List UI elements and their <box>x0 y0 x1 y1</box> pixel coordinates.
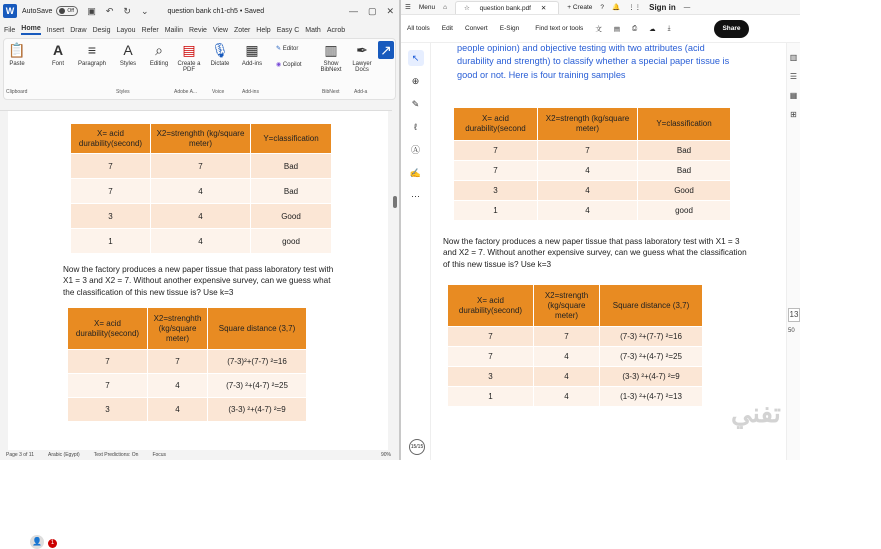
apps-icon[interactable]: ⋮⋮ <box>628 4 642 11</box>
word-table-1 <box>70 123 332 254</box>
pdf-blue-paragraph: people opinion) and objective testing with two attributes (acid durability and strength) to classify whether a special paper tissue is good or not. Here is four training samples <box>457 43 730 80</box>
cloud-icon[interactable]: ☁ <box>649 25 656 33</box>
menu-design[interactable]: Desig <box>92 26 111 34</box>
table-cell: 7 <box>454 141 538 161</box>
table-cell: 7 <box>68 350 148 374</box>
word-table-2 <box>67 307 307 422</box>
styles-button[interactable]: A Styles <box>116 41 140 67</box>
table-header: X= acid durability(second <box>454 108 538 141</box>
table-cell: 4 <box>534 367 600 387</box>
create-pdf-button[interactable]: ▤ Create a PDF <box>177 42 201 73</box>
table-cell: Bad <box>638 141 731 161</box>
table-header: X2=strenghth (kg/square meter) <box>148 308 208 350</box>
translate-icon[interactable]: 文 <box>595 26 602 33</box>
page-icon[interactable]: ▤ <box>613 25 620 33</box>
pdf-right-panel <box>786 43 800 460</box>
ribbon-share-button[interactable] <box>378 41 394 61</box>
addins-button[interactable]: ▦ Add-ins <box>238 41 266 67</box>
page-count[interactable]: Page 3 of 11 <box>6 452 34 458</box>
group-adobe-label: Adobe A... <box>174 89 198 95</box>
table-cell: 4 <box>538 181 638 201</box>
table-cell: 4 <box>151 229 251 254</box>
table-header: X2=strength (kg/square meter) <box>534 285 600 327</box>
table-cell: 4 <box>151 204 251 229</box>
menu-mathtype[interactable]: Math <box>305 26 321 34</box>
pdf-top-bar <box>401 0 800 15</box>
group-adda-label: Add-a <box>354 89 368 95</box>
table-cell: 3 <box>68 398 148 422</box>
tab-close-icon[interactable]: ✕ <box>540 4 547 12</box>
table-cell: Bad <box>638 161 731 181</box>
text-predictions[interactable]: Text Predictions: On <box>93 452 139 458</box>
table-cell: (1-3) ²+(4-7) ²=13 <box>600 387 703 407</box>
table-cell: 4 <box>538 201 638 221</box>
menu-draw[interactable]: Draw <box>70 26 87 34</box>
menu-home[interactable]: Home <box>21 25 40 35</box>
table-cell: 7 <box>148 350 208 374</box>
microphone-icon: 🎙 <box>211 42 229 58</box>
table-header: X2=strenghth (kg/square meter) <box>151 124 251 154</box>
font-button[interactable]: A Font <box>46 41 70 67</box>
table-cell: Good <box>251 204 332 229</box>
pen-icon: ✒ <box>356 42 368 58</box>
table-cell: 7 <box>151 154 251 179</box>
table-cell: 4 <box>148 374 208 398</box>
table-cell: 3 <box>448 367 534 387</box>
editing-button[interactable]: ⌕ Editing <box>146 41 172 67</box>
table-cell: 4 <box>151 179 251 204</box>
word-logo-icon: W <box>3 4 17 18</box>
copilot-button[interactable]: ◉ Copilot <box>276 62 302 68</box>
paste-button[interactable]: 📋 Paste <box>6 41 28 67</box>
table-cell: 4 <box>538 161 638 181</box>
menu-zotero[interactable]: Zoter <box>233 26 251 34</box>
clipboard-icon: 📋 <box>8 42 26 58</box>
share-icon: ↗ <box>378 41 394 59</box>
close-icon[interactable]: ✕ <box>386 5 394 16</box>
lawyer-docs-button[interactable]: ✒ Lawyer Docs <box>350 41 374 73</box>
share-button[interactable]: Share <box>714 20 749 38</box>
table-cell: Bad <box>251 154 332 179</box>
language-indicator[interactable]: Arabic (Egypt) <box>48 452 80 458</box>
customize-icon[interactable]: ⌄ <box>140 5 149 16</box>
table-cell: 1 <box>71 229 151 254</box>
help-icon[interactable]: ? <box>600 3 605 11</box>
menu-mailings[interactable]: Mailin <box>164 26 183 34</box>
table-cell: Bad <box>251 179 332 204</box>
table-cell: 7 <box>448 347 534 367</box>
paragraph-icon: ≡ <box>87 42 97 58</box>
menu-label[interactable]: Menu <box>418 3 436 11</box>
star-icon[interactable]: ☆ <box>464 4 470 12</box>
word-status-bar <box>0 450 399 460</box>
table-cell: 7 <box>534 327 600 347</box>
word-paragraph: Now the factory produces a new paper tissue that pass laboratory test with X1 = 3 and X2 = 7. Without another expensive survey, can we guess what the classification of this new tissue is? Use k=3 <box>63 265 334 297</box>
pdf-table-1 <box>453 107 731 221</box>
dictate-button[interactable]: 🎙 Dictate <box>208 41 232 67</box>
page-indicator[interactable]: 15/15 <box>409 439 425 455</box>
select-cursor-icon[interactable]: ↖ <box>408 50 424 66</box>
tool-esign[interactable]: E-Sign <box>499 25 520 32</box>
hamburger-menu-icon[interactable]: ☰ <box>405 4 411 11</box>
bell-icon[interactable]: 🔔 <box>612 4 621 11</box>
paragraph-button[interactable]: ≡ Paragraph <box>77 42 107 67</box>
table-cell: (7-3) ²+(4-7) ²=25 <box>208 374 307 398</box>
menu-references[interactable]: Refer <box>141 26 159 34</box>
pdf-window <box>401 0 800 460</box>
watermark-logo: تفني <box>731 398 781 428</box>
scrollbar-thumb[interactable] <box>393 196 397 208</box>
styles-icon: A <box>123 42 133 58</box>
menu-easyc[interactable]: Easy C <box>276 26 300 34</box>
word-window <box>0 0 399 546</box>
pdf-tab[interactable]: ☆ question bank.pdf ✕ <box>455 1 559 14</box>
find-tools-input[interactable]: Find text or tools <box>535 25 584 32</box>
sign-in-button[interactable]: Sign in <box>649 2 676 12</box>
table-cell: (3-3) ²+(4-7) ²=9 <box>600 367 703 387</box>
bookmark-icon[interactable]: ⊞ <box>790 110 797 119</box>
draw-loop-icon[interactable]: ℓ <box>414 122 417 132</box>
table-header: Square distance (3,7) <box>600 285 703 327</box>
horizontal-ruler[interactable] <box>0 101 392 111</box>
create-button[interactable]: + Create <box>567 3 593 11</box>
table-header: Square distance (3,7) <box>208 308 307 350</box>
table-cell: 4 <box>534 387 600 407</box>
copilot-icon: ◉ <box>276 62 282 68</box>
editor-icon: ✎ <box>276 46 282 52</box>
menu-acrobat[interactable]: Acrob <box>326 26 346 34</box>
table-cell: 1 <box>448 387 534 407</box>
focus-button[interactable]: Focus <box>152 452 167 458</box>
table-header: X= acid durability(second) <box>71 124 151 154</box>
group-addins-label: Add-ins <box>242 89 259 95</box>
menu-help[interactable]: Help <box>256 26 271 34</box>
table-cell: 1 <box>454 201 538 221</box>
word-scrollbar[interactable] <box>392 111 399 450</box>
menu-file[interactable]: File <box>4 26 16 34</box>
group-clipboard-label: Clipboard <box>6 89 28 95</box>
table-cell: 7 <box>538 141 638 161</box>
menu-layout[interactable]: Layou <box>116 26 136 34</box>
zoom-level[interactable]: 90% <box>380 452 391 458</box>
menu-review[interactable]: Revie <box>189 26 207 34</box>
table-cell: 7 <box>448 327 534 347</box>
table-cell: 3 <box>71 204 151 229</box>
table-cell: good <box>251 229 332 254</box>
editor-button[interactable]: ✎ Editor <box>276 46 299 52</box>
table-cell: 3 <box>454 181 538 201</box>
download-icon[interactable]: ⤓ <box>667 24 671 32</box>
table-header: Y=classification <box>251 124 332 154</box>
doc-title[interactable]: question bank ch1-ch5 • Saved <box>167 7 265 15</box>
highlight-pen-icon[interactable]: ✎ <box>411 99 420 109</box>
restore-icon[interactable]: ▢ <box>367 5 377 16</box>
table-cell: 4 <box>148 398 208 422</box>
table-cell: 7 <box>454 161 538 181</box>
menu-view[interactable]: View <box>212 26 228 34</box>
show-bibnext-button[interactable]: ▥ Show BibNext <box>318 41 344 73</box>
pdf-paragraph: Now the factory produces a new paper tissue that pass laboratory test with X1 = 3 and X2 = 7. Without another expensive survey, can we guess what the classification of this new tissue is? Use k=3 <box>443 237 747 269</box>
minimize-icon[interactable]: — <box>348 6 358 16</box>
table-header: X2=strength (kg/square meter) <box>538 108 638 141</box>
autosave-toggle[interactable]: Off <box>56 6 78 16</box>
table-cell: (7-3)²+(7-7) ²=16 <box>208 350 307 374</box>
table-cell: good <box>638 201 731 221</box>
word-user-avatar[interactable]: 👤 <box>30 535 44 549</box>
zoom-input[interactable]: 13 <box>788 308 800 322</box>
pdf-icon: ▤ <box>182 42 196 58</box>
word-ribbon <box>3 38 396 100</box>
search-icon: ⌕ <box>155 42 163 58</box>
notification-badge[interactable]: 1 <box>48 539 57 548</box>
autosave-label: AutoSave <box>22 7 53 15</box>
table-cell: Good <box>638 181 731 201</box>
text-box-icon[interactable]: Ⓐ <box>410 145 420 155</box>
tool-all-tools[interactable]: All tools <box>407 25 430 32</box>
tool-edit[interactable]: Edit <box>441 25 453 32</box>
comment-icon[interactable]: ⊕ <box>411 76 420 86</box>
table-cell: (7-3) ²+(7-7) ²=16 <box>600 327 703 347</box>
table-header: Y=classification <box>638 108 731 141</box>
pdf-left-toolbar <box>401 43 431 460</box>
group-styles-label: Styles <box>116 89 130 95</box>
table-cell: 4 <box>534 347 600 367</box>
word-menu-bar <box>0 22 399 38</box>
thumbnails-icon[interactable]: ▦ <box>789 91 798 100</box>
word-title-bar <box>0 0 399 22</box>
table-cell: 7 <box>71 179 151 204</box>
table-cell: 7 <box>71 154 151 179</box>
more-icon[interactable]: ⋯ <box>411 191 420 201</box>
table-header: X= acid durability(second) <box>68 308 148 350</box>
bibnext-icon: ▥ <box>324 42 338 58</box>
print-icon[interactable]: ⎙ <box>631 24 638 32</box>
comments-panel-icon[interactable]: ☰ <box>789 72 798 81</box>
tool-convert[interactable]: Convert <box>464 25 488 32</box>
group-bibnext-label: BibNext <box>322 89 340 95</box>
group-voice-label: Voice <box>212 89 225 95</box>
signature-icon[interactable]: ✍ <box>409 168 422 178</box>
home-icon[interactable]: ⌂ <box>443 3 448 11</box>
grid-icon: ▦ <box>245 42 259 58</box>
redo-icon[interactable]: ↻ <box>123 5 131 16</box>
undo-icon[interactable]: ↶ <box>105 5 114 16</box>
zoom-percent[interactable]: 50 <box>788 328 795 334</box>
table-cell: 7 <box>68 374 148 398</box>
table-cell: (7-3) ²+(4-7) ²=25 <box>600 347 703 367</box>
font-a-icon: A <box>52 42 64 58</box>
table-header: X= acid durability(second) <box>448 285 534 327</box>
menu-insert[interactable]: Insert <box>46 26 65 34</box>
minimize-icon[interactable]: — <box>683 3 691 11</box>
panel-icon[interactable]: ▥ <box>789 53 798 62</box>
save-icon[interactable]: ▣ <box>87 5 96 16</box>
table-cell: (3-3) ²+(4-7) ²=9 <box>208 398 307 422</box>
pdf-table-2 <box>447 284 703 407</box>
